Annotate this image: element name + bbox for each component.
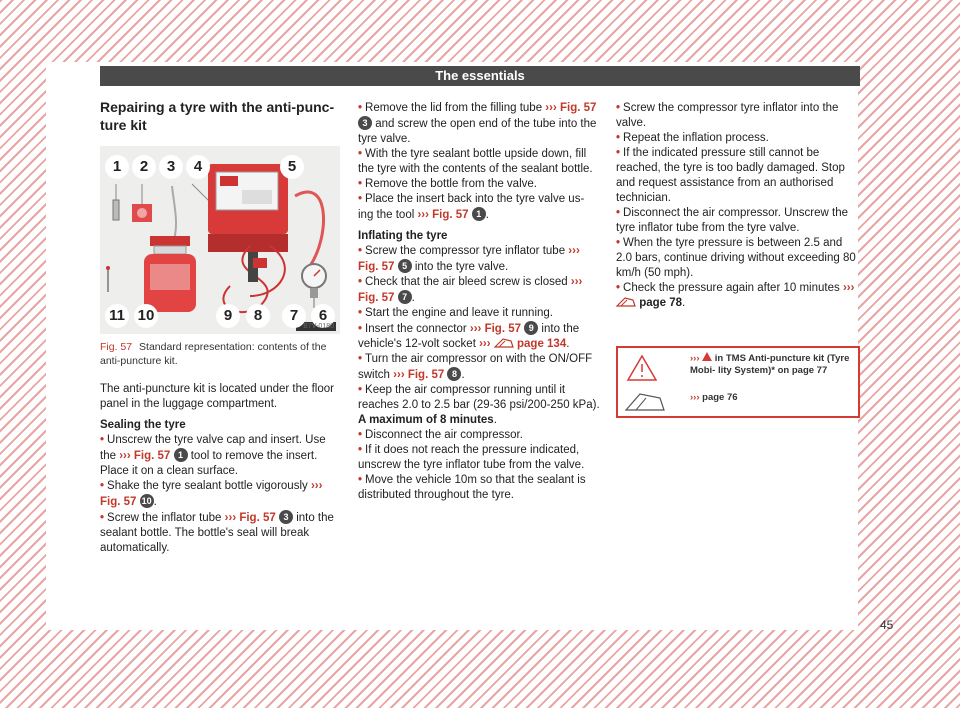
list-item: • Move the vehicle 10m so that the sealant is distributed throughout the tyre. — [358, 474, 586, 501]
callout-badge: 1 — [472, 207, 486, 221]
list-item: • When the tyre pressure is between 2.5 and 2.0 bars, continue driving without exceeding 80 km/h (50 mph). — [616, 237, 856, 279]
figure-callout: 6 — [311, 304, 335, 328]
list-item: • Screw the compressor tyre inflator tube ››› Fig. 57 5 into the tyre valve. — [358, 245, 580, 273]
callout-badge: 3 — [358, 116, 372, 130]
figure-link[interactable]: ››› Fig. 57 — [393, 369, 445, 381]
list-item: • If the indicated pressure still cannot be reached, the tyre is too badly damaged. Stop and request assistance from an authorised technician. — [616, 147, 845, 204]
list-item: • Check that the air bleed screw is closed ››› Fig. 57 7 . — [358, 276, 583, 304]
list-item: • Remove the lid from the filling tube ››› Fig. 57 3 and screw the open end of the tube into the tyre valve. — [358, 102, 597, 145]
callout-badge: 7 — [398, 290, 412, 304]
list-item: • Start the engine and leave it running. — [358, 307, 553, 319]
callout-badge: 10 — [141, 496, 152, 506]
callout-badge: 5 — [398, 259, 412, 273]
figure-link[interactable]: ››› Fig. 57 — [358, 276, 583, 304]
figure-callout: 3 — [159, 155, 183, 179]
warning-ref-line-1[interactable]: ››› in TMS Anti-puncture kit (Tyre Mobi- lity System)* on page 77 — [690, 353, 850, 376]
list-item: • Shake the tyre sealant bottle vigorously ››› Fig. 57 10 . — [100, 480, 323, 508]
figure-link[interactable]: ››› Fig. 57 — [358, 245, 580, 273]
list-item: • Repeat the inflation process. — [616, 132, 769, 144]
figure-caption — [100, 340, 340, 368]
figure-caption-text: Standard representation: contents of the anti-puncture kit. — [100, 341, 327, 367]
callout-badge: 3 — [279, 510, 293, 524]
figure-callout: 4 — [186, 155, 210, 179]
figure-link[interactable]: ››› Fig. 57 — [469, 323, 522, 335]
callout-badge: 8 — [447, 367, 461, 381]
intro-paragraph: The anti-puncture kit is located under the floor panel in the luggage compartment. — [100, 383, 334, 410]
warning-ref-line-2[interactable]: ››› page 76 — [690, 392, 738, 403]
list-item: • Turn the air compressor on with the ON/OFF switch ››› Fig. 57 8 . — [358, 353, 593, 381]
figure-callout: 7 — [282, 304, 306, 328]
figure-link[interactable]: ››› Fig. 57 — [545, 102, 597, 114]
figure-link[interactable]: ››› Fig. 57 — [119, 450, 171, 462]
list-item: • Unscrew the tyre valve cap and insert. Use the ››› Fig. 57 1 tool to remove the insert. Place it on a clean surface. — [100, 434, 326, 477]
subheading-inflating: Inflating the tyre — [358, 230, 448, 242]
column-1 — [100, 382, 342, 556]
page-link[interactable]: page 78 — [639, 297, 683, 309]
list-item: • Screw the compressor tyre inflator into the valve. — [616, 102, 839, 129]
callout-badge: 9 — [524, 321, 538, 335]
figure-link[interactable]: ››› Fig. 57 — [417, 209, 469, 221]
figure-callout: 5 — [280, 155, 304, 179]
figure-callout: 2 — [132, 155, 156, 179]
page-number: 45 — [880, 618, 894, 632]
list-item: • Remove the bottle from the valve. — [358, 178, 537, 190]
figure-anti-puncture-kit — [100, 146, 340, 334]
warning-triangle-icon — [702, 352, 712, 361]
list-item: • Disconnect the air compressor. Unscrew the tyre inflator tube from the tyre valve. — [616, 207, 849, 234]
figure-callout: 1 — [105, 155, 129, 179]
figure-callout: 11 — [105, 304, 129, 328]
figure-callout: 10 — [134, 304, 158, 328]
warning-reference-box — [616, 346, 860, 418]
warning-icons — [624, 354, 680, 414]
page-link[interactable]: page 134 — [517, 338, 567, 350]
figure-callout: 9 — [216, 304, 240, 328]
subheading-sealing: Sealing the tyre — [100, 419, 186, 431]
list-item: • If it does not reach the pressure indicated, unscrew the tyre inflator tube from the valve. — [358, 444, 585, 471]
column-2 — [358, 101, 602, 503]
chapter-header: The essentials — [100, 66, 860, 86]
book-icon — [626, 394, 664, 410]
list-item: • Check the pressure again after 10 minutes ››› page 78. — [616, 282, 855, 309]
list-item: • Keep the air compressor running until it reaches 2.0 to 2.5 bar (29-36 psi/200-250 kPa). A maximum of 8 minutes. — [358, 384, 600, 426]
figure-callout: 8 — [246, 304, 270, 328]
figure-link[interactable]: ››› Fig. 57 — [100, 480, 323, 508]
callout-badge: 1 — [174, 448, 188, 462]
book-reference-icon — [616, 296, 636, 308]
column-3 — [616, 101, 860, 311]
list-item: • Disconnect the air compressor. — [358, 429, 523, 441]
list-item: • Insert the connector ››› Fig. 57 9 into the vehicle's 12-volt socket ››› page 134. — [358, 323, 580, 350]
book-reference-icon — [494, 337, 514, 349]
figure-link[interactable]: ››› Fig. 57 — [224, 512, 276, 524]
list-item: • With the tyre sealant bottle upside down, fill the tyre with the contents of the sealant bottle. — [358, 148, 593, 175]
section-title: Repairing a tyre with the anti-punc- ture kit — [100, 99, 335, 133]
figure-label: Fig. 57 — [100, 341, 133, 353]
list-item: • Place the insert back into the tyre valve us- ing the tool ››› Fig. 57 1 . — [358, 193, 585, 221]
list-item: • Screw the inflator tube ››› Fig. 57 3 into the sealant bottle. The bottle's seal will break automatically. — [100, 512, 334, 554]
figure-code: B7V-0180 — [303, 323, 334, 330]
